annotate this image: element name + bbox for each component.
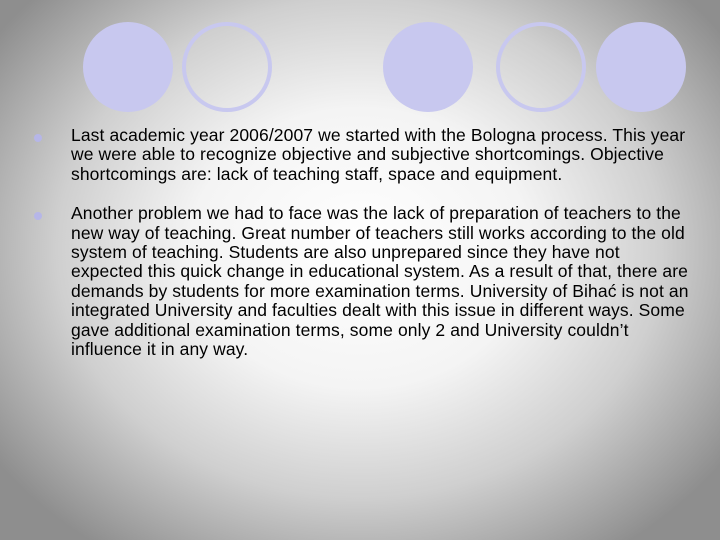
bullet-list xyxy=(34,126,694,379)
decor-circle-1 xyxy=(83,22,173,112)
bullet-text: Last academic year 2006/2007 we started with the Bologna process. This year we were able to recognize objective and subjective shortcomings. Objective shortcomings are: lack of teaching staff, space and equipment. xyxy=(71,125,686,184)
list-item xyxy=(34,204,694,359)
bullet-dot-icon xyxy=(34,212,42,220)
decor-circle-2 xyxy=(182,22,272,112)
decor-circle-3 xyxy=(383,22,473,112)
bullet-text: Another problem we had to face was the lack of preparation of teachers to the new way of teaching. Great number of teachers still works according to the old system of teaching. Students are also unprepared since they have not expected this quick change in educational system. As a result of that, there are demands by students for more examination terms. University of Bihać is not an integrated University and faculties dealt with this issue in different ways. Some gave additional examination terms, some only 2 and University couldn’t influence it in any way. xyxy=(71,203,689,360)
decor-circle-4 xyxy=(496,22,586,112)
list-item xyxy=(34,126,694,184)
bullet-dot-icon xyxy=(34,134,42,142)
decor-circle-5 xyxy=(596,22,686,112)
